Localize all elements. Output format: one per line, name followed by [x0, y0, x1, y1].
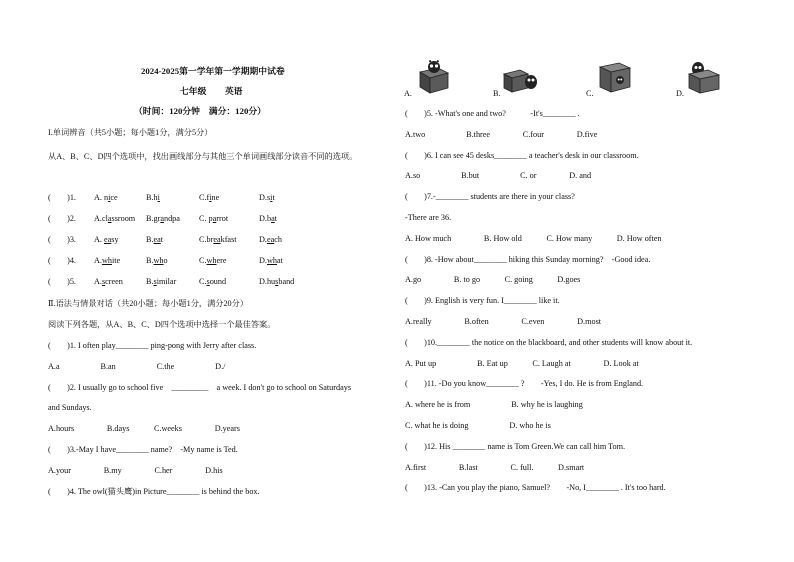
phonics-option: D.each: [259, 235, 282, 244]
picture-label-d: D.: [676, 89, 684, 98]
underlined-letters: a: [160, 214, 164, 223]
question-line: A.a B.an C.the D./: [48, 361, 226, 371]
question-line: A.go B. to go C. going D.goes: [405, 275, 581, 285]
underlined-letters: wh: [101, 256, 112, 265]
underlined-letters: i: [108, 193, 111, 202]
phonics-option: B.who: [146, 256, 168, 265]
section1-instruction: 从A、B、C、D四个选项中，找出画线部分与其他三个单词画线部分读音不同的选项。: [48, 152, 358, 161]
question-line: ( )5. -What's one and two? -It's________ .: [405, 109, 580, 118]
question-line: ( )8. -How about________ hiking this Sunday morning? -Good idea.: [405, 254, 651, 264]
time-info: （时间：120分钟 满分：120分）: [134, 106, 266, 116]
question-line: ( )4. The owl(猫头鹰)in Picture________ is behind the box.: [48, 486, 260, 496]
question-line: ( )12. His ________ name is Tom Green.We can call him Tom.: [405, 441, 626, 451]
question-line: A. How much B. How old C. How many D. How often: [405, 233, 662, 243]
question-line: and Sundays.: [48, 403, 92, 413]
phonics-question-number: ( )5.: [48, 277, 76, 286]
picture-label-b: B.: [493, 89, 501, 98]
question-line: A.so B.but C. or D. and: [405, 171, 592, 181]
underlined-letters: s: [275, 277, 279, 286]
phonics-option: A.screen: [94, 277, 123, 286]
subject-label: 英语: [224, 86, 243, 96]
phonics-option: B.similar: [146, 277, 177, 286]
phonics-option: C.fine: [199, 193, 220, 202]
underlined-letters: a: [107, 214, 112, 223]
phonics-question-number: ( )1.: [48, 193, 76, 202]
underlined-letters: s: [153, 277, 157, 286]
grade-subject: [180, 86, 242, 97]
underlined-letters: i: [270, 193, 273, 202]
question-line: ( )1. I often play________ ping-pong with Jerry after class.: [48, 341, 257, 350]
underlined-letters: ea: [104, 235, 112, 244]
question-line: A.hours B.days C.weeks D.years: [48, 424, 240, 434]
question-line: ( )11. -Do you know________ ? -Yes, I do. He is from England.: [405, 379, 644, 389]
phonics-question-number: ( )4.: [48, 256, 76, 265]
phonics-option: A.classroom: [94, 214, 136, 223]
phonics-option: B.grandpa: [146, 214, 180, 223]
owl-beside-box-icon: [502, 60, 538, 94]
underlined-letters: ea: [266, 235, 275, 244]
phonics-option: C.breakfast: [199, 235, 237, 244]
question-line: ( )2. I usually go to school five _________ a week. I don't go to school on Saturdays: [48, 382, 352, 392]
underlined-letters: i: [157, 193, 160, 202]
question-line: C. what he is doing D. who he is: [405, 421, 551, 430]
phonics-option: D.husband: [259, 277, 295, 286]
picture-label-c: C.: [586, 89, 594, 98]
underlined-letters: wh: [206, 256, 217, 265]
underlined-letters: a: [212, 214, 217, 223]
question-line: A.your B.my C.her D.his: [48, 465, 223, 475]
phonics-option: D.bat: [259, 214, 277, 223]
phonics-option: D.what: [259, 256, 283, 265]
question-line: A.really B.often C.even D.most: [405, 317, 602, 326]
owl-in-box-icon: [597, 60, 633, 94]
grade-label: 七年级: [180, 86, 207, 96]
phonics-question-number: ( )3.: [48, 235, 76, 244]
question-line: A.first B.last C. full. D.smart: [405, 462, 585, 472]
owl-behind-box-icon: [686, 60, 722, 94]
phonics-option: D.sit: [259, 193, 275, 202]
owl-box-picture-c: [597, 60, 633, 94]
underlined-letters: wh: [153, 256, 164, 265]
owl-box-picture-a: [416, 60, 452, 94]
picture-label-a: A.: [404, 89, 412, 98]
phonics-option: B.hi: [146, 193, 160, 202]
phonics-option: A.white: [94, 256, 121, 265]
section1-title: I.单词辨音（共5小题；每小题1分，满分5分）: [48, 128, 213, 137]
phonics-option: C.where: [199, 256, 227, 265]
question-line: A. where he is from B. why he is laughing: [405, 400, 583, 410]
question-line: A.two B.three C.four D.five: [405, 129, 598, 139]
phonics-option: A. nice: [94, 193, 118, 202]
question-line: ( )10.________ the notice on the blackboard, and other students will know about it.: [405, 337, 693, 347]
question-line: ( )7.-________ students are there in your class?: [405, 192, 575, 202]
phonics-option: C. parrot: [199, 214, 229, 223]
phonics-option: B.eat: [146, 235, 164, 244]
question-line: A. Put up B. Eat up C. Laugh at D. Look at: [405, 358, 639, 368]
underlined-letters: a: [271, 214, 275, 223]
underlined-letters: i: [209, 193, 212, 202]
underlined-letters: s: [206, 277, 210, 286]
question-line: ( )13. -Can you play the piano, Samuel? -No, I________ . It's too hard.: [405, 483, 666, 493]
question-line: ( )9. English is very fun. I________ like it.: [405, 296, 560, 306]
underlined-letters: wh: [266, 256, 277, 265]
owl-on-box-icon: [416, 60, 452, 94]
exam-title: 2024-2025第一学年第一学期期中试卷: [141, 66, 285, 76]
underlined-letters: ea: [153, 235, 161, 244]
phonics-option: A. easy: [94, 235, 119, 244]
section2-title: Ⅱ.语法与情景对话（共20小题；每小题1分，满分20分）: [48, 299, 249, 308]
phonics-option: C.sound: [199, 277, 227, 286]
owl-box-picture-d: [686, 60, 722, 94]
phonics-question-number: ( )2.: [48, 214, 76, 223]
question-line: ( )3.-May I have________ name? -My name is Ted.: [48, 445, 238, 454]
underlined-letters: ea: [213, 235, 221, 244]
owl-box-picture-b: [502, 60, 538, 94]
question-line: ( )6. I can see 45 desks________ a teacher's desk in our classroom.: [405, 150, 639, 160]
question-line: -There are 36.: [405, 213, 452, 222]
section2-instruction: 阅读下列各题，从A、B、C、D四个选项中选择一个最佳答案。: [48, 320, 276, 329]
underlined-letters: s: [101, 277, 106, 286]
